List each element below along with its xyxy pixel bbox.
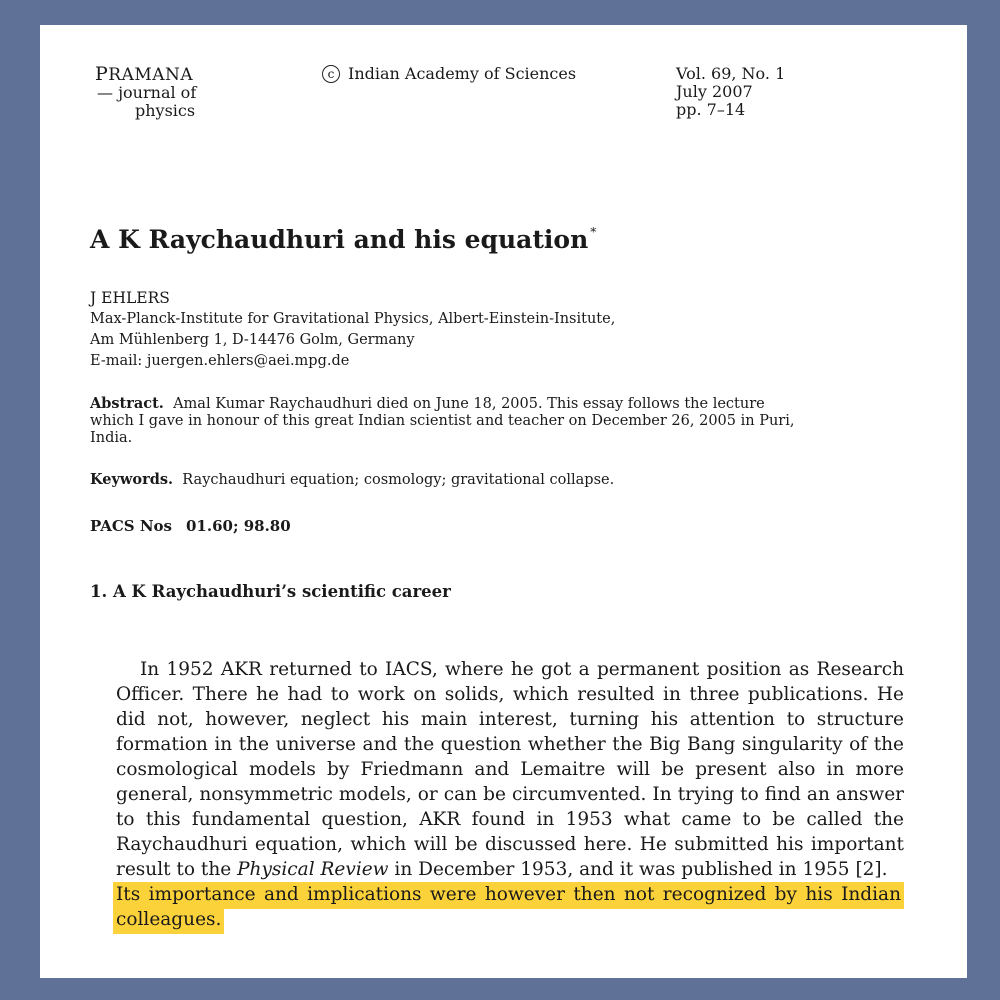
journal-masthead [95,65,196,120]
highlighted-sentence: Its importance and implications were however then not recognized by his Indian colleagues. [113,882,904,934]
author-block [90,288,615,372]
paper-title: A K Raychaudhuri and his equation * [90,225,597,254]
abstract-label: Abstract. [90,395,164,412]
volume: Vol. 69, No. 1 [676,64,786,83]
title-footnote-mark: * [590,225,597,239]
abstract [90,395,805,447]
pacs-label: PACS Nos [90,517,172,535]
copyright-icon: c [322,65,340,83]
keywords-text: Raychaudhuri equation; cosmology; gravitational collapse. [182,472,615,488]
issue-date: July 2007 [676,82,753,101]
copyright-line [322,65,576,83]
paper-page [40,25,967,978]
page-range: pp. 7–14 [676,100,746,119]
pacs-numbers [90,517,291,535]
section-heading: 1. A K Raychaudhuri’s scientific career [90,582,451,601]
journal-subtitle: — journal of [97,83,197,102]
author-email: E-mail: juergen.ehlers@aei.mpg.de [90,353,350,369]
abstract-text: Amal Kumar Raychaudhuri died on June 18, 2005. This essay follows the lecture which I gave in honour of this great Indian scientist and teacher on December 26, 2005 in Puri, India. [90,396,795,446]
keywords [90,471,614,488]
affiliation-line-1: Max-Planck-Institute for Gravitational Physics, Albert-Einstein-Insitute, [90,311,616,327]
author-name: J EHLERS [90,289,170,307]
journal-name: PRAMANA [95,63,194,85]
journal-reference: Physical Review [237,859,389,880]
journal-subtitle-physics: physics [135,101,196,120]
pacs-values: 01.60; 98.80 [185,517,291,535]
publisher: Indian Academy of Sciences [348,64,577,83]
issue-info [676,65,785,119]
affiliation-line-2: Am Mühlenberg 1, D-14476 Golm, Germany [90,332,415,348]
body-paragraph: In 1952 AKR returned to IACS, where he got a permanent position as Research Officer. There he had to work on solids, which resulted in three publications. He did not, however, neglect his main interest, turning his attention to structure formation in the universe and the question whether the Big Bang singularity of the cosmological models by Friedmann and Lemaitre will be present also in more general, nonsymmetric models, or can be circumvented. In trying to find an answer to this fundamental question, AKR found in 1953 what came to be called the Raychaudhuri equation, which will be discussed here. He submitted his important result to the Physical Review in December 1953, and it was published in 1955 [2]. Its importance and implications were however then not recognized by his Indian colleagues. [116,657,904,932]
keywords-label: Keywords. [90,471,174,488]
